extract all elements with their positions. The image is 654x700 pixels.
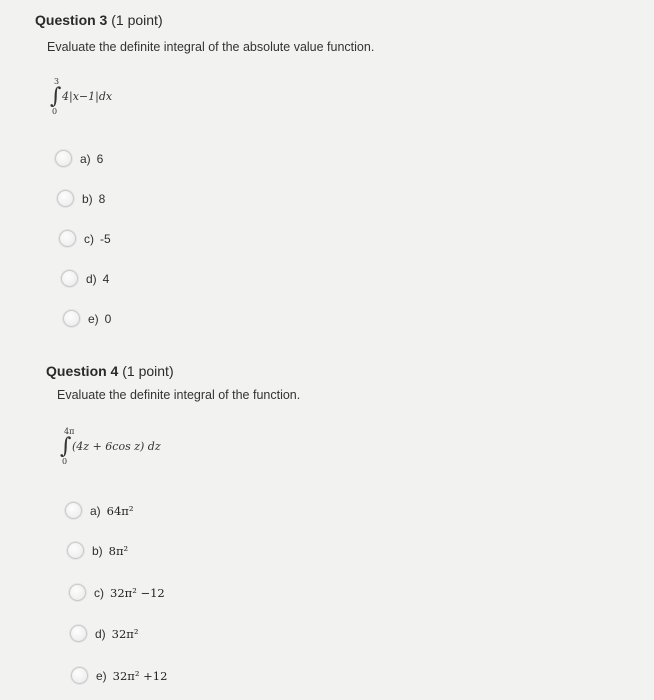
option-text: 6 — [96, 151, 104, 166]
option-label: a) — [90, 503, 101, 518]
option-text: -5 — [100, 231, 111, 246]
q3-option-c[interactable] — [59, 230, 111, 247]
option-label: b) — [82, 191, 93, 206]
integral-sign-icon: ∫ — [50, 84, 62, 109]
option-text: 8π² — [108, 543, 129, 558]
integral-integrand: 4|x−1|dx — [62, 90, 113, 103]
radio-button[interactable] — [63, 310, 80, 327]
option-label: e) — [96, 668, 107, 683]
radio-button[interactable] — [71, 667, 88, 684]
q4-option-e[interactable] — [71, 667, 167, 684]
option-text: 0 — [104, 311, 112, 326]
option-text: 32π² +12 — [112, 668, 168, 683]
option-label: c) — [94, 585, 104, 600]
q4-option-a[interactable] — [65, 502, 133, 519]
question-3-points: (1 point) — [111, 12, 163, 28]
option-text: 64π² — [106, 503, 134, 518]
radio-button[interactable] — [70, 625, 87, 642]
option-label: c) — [84, 231, 94, 246]
option-label: d) — [95, 626, 106, 641]
option-label: a) — [80, 151, 91, 166]
question-3-title — [35, 12, 163, 28]
integral-lower-bound: 0 — [62, 457, 68, 466]
radio-button[interactable] — [61, 270, 78, 287]
question-3-number: Question 3 — [35, 12, 108, 28]
question-4-number: Question 4 — [46, 363, 119, 379]
question-4-prompt: Evaluate the definite integral of the function. — [57, 388, 301, 402]
question-3-prompt: Evaluate the definite integral of the absolute value function. — [47, 40, 375, 54]
radio-button[interactable] — [59, 230, 76, 247]
q3-option-e[interactable] — [63, 310, 111, 327]
q3-option-d[interactable] — [61, 270, 109, 287]
option-text: 32π² — [111, 626, 139, 641]
radio-button[interactable] — [57, 190, 74, 207]
integral-integrand: (4z + 6cos z) dz — [72, 440, 161, 453]
q4-option-b[interactable] — [67, 542, 128, 559]
radio-button[interactable] — [65, 502, 82, 519]
option-label: e) — [88, 311, 99, 326]
q4-option-c[interactable] — [69, 584, 165, 601]
question-4-title — [46, 363, 174, 379]
radio-button[interactable] — [69, 584, 86, 601]
integral-sign-icon: ∫ — [60, 434, 72, 459]
option-text: 32π² −12 — [110, 585, 165, 600]
q3-option-b[interactable] — [57, 190, 105, 207]
q3-option-a[interactable] — [55, 150, 103, 167]
radio-button[interactable] — [55, 150, 72, 167]
radio-button[interactable] — [67, 542, 84, 559]
option-label: b) — [92, 543, 103, 558]
integral-lower-bound: 0 — [52, 107, 58, 116]
question-4-points: (1 point) — [122, 363, 174, 379]
integral-upper-bound: 4π — [64, 427, 75, 436]
q4-option-d[interactable] — [70, 625, 138, 642]
option-text: 4 — [102, 271, 110, 286]
integral-upper-bound: 3 — [54, 77, 60, 86]
option-label: d) — [86, 271, 97, 286]
option-text: 8 — [98, 191, 106, 206]
